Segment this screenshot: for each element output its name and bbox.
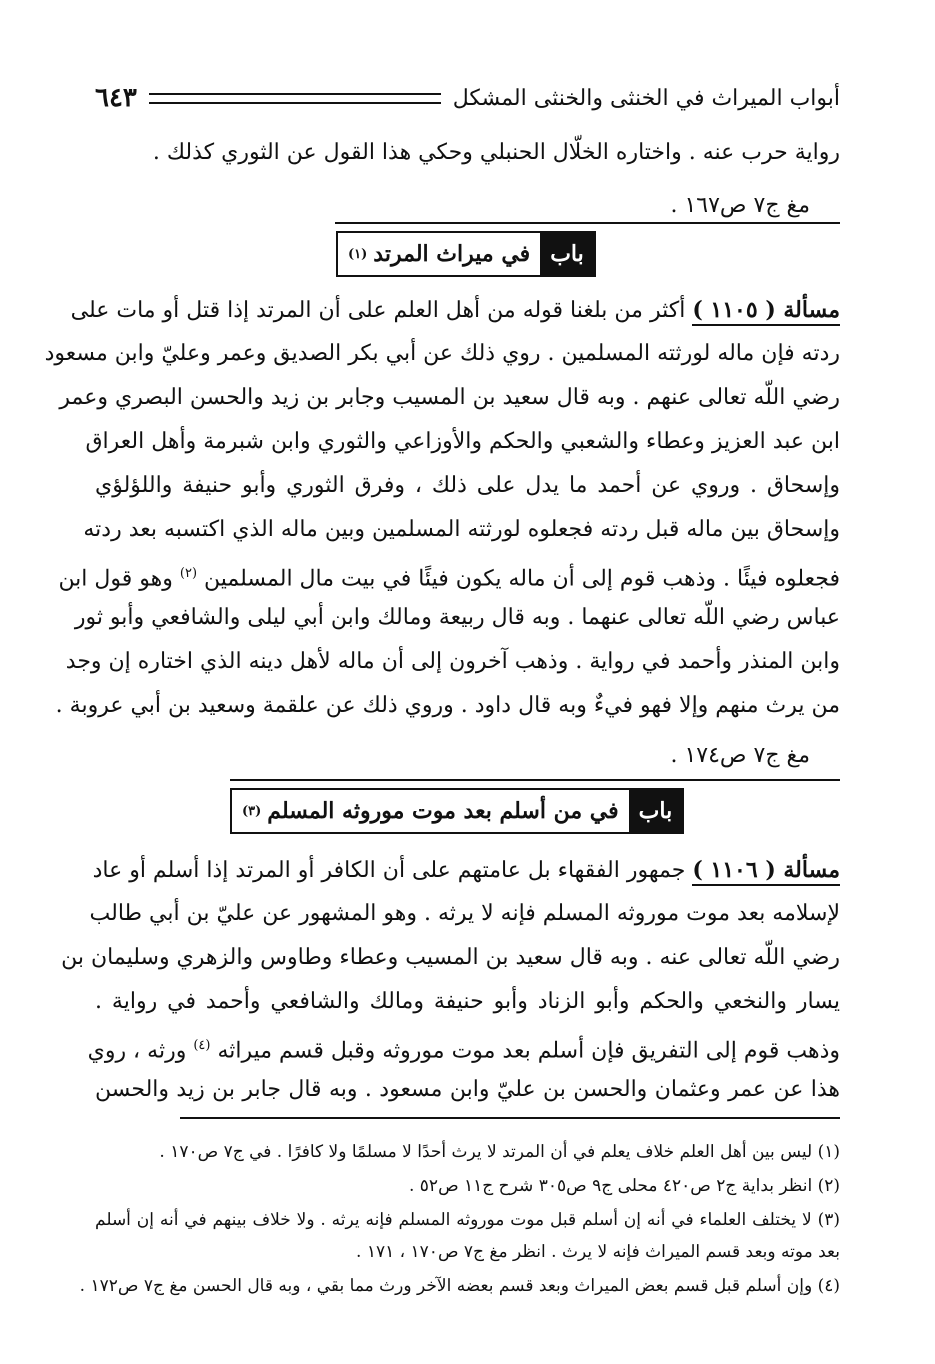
section2-line-5-text-a: وذهب قوم إلى التفريق فإن أسلم بعد موت موروثه وقبل قسم ميراثه: [217, 1038, 840, 1064]
section2-title-note: (٣): [242, 803, 262, 819]
section1-line-9: وابن المنذر وأحمد في رواية . وذهب آخرون إلى أن ماله لأهل دينه الذي اختاره إن وجد: [65, 649, 840, 674]
intro-reference: مغ ج٧ ص١٦٧ .: [670, 193, 810, 218]
section2-heading-box: [230, 788, 684, 834]
section2-line-3: رضي اللّه تعالى عنه . وبه قال سعيد بن المسيب وعطاء وطاوس والزهري وسليمان بن: [61, 945, 840, 970]
section1-bab-label: باب: [540, 233, 594, 275]
section1-line-7-text-a: فجعلوه فيئًا . وذهب قوم إلى أن ماله يكون فيئًا في بيت مال المسلمين: [204, 566, 840, 592]
section1-title-note: (١): [348, 246, 368, 262]
section2-masala-label: مسألة ( ١١٠٦ ): [692, 857, 840, 886]
running-header: [95, 78, 840, 118]
intro-line: رواية حرب عنه . واختاره الخلّال الحنبلي وحكي هذا القول عن الثوري كذلك .: [152, 140, 840, 165]
footnote-1: (١) ليس بين أهل العلم خلاف يعلم في أن المرتد لا يرث أحدًا لا مسلمًا ولا كافرًا . في ج٧ ص١٧٠ .: [159, 1142, 840, 1162]
section1-line-3: رضي اللّه تعالى عنهم . وبه قال سعيد بن المسيب وجابر بن زيد والحسن البصري وعمر: [59, 385, 840, 410]
section1-title-text: في ميراث المرتد: [373, 241, 531, 267]
section1-title: [338, 233, 540, 275]
section2-line-6: هذا عن عمر وعثمان والحسن بن عليّ وابن مسعود . وبه قال جابر بن زيد والحسن: [95, 1077, 840, 1102]
section1-line-1: [70, 295, 840, 326]
page-number: ٦٤٣: [95, 83, 137, 113]
section1-heading-rule: [335, 222, 840, 224]
section1-line-4: ابن عبد العزيز وعطاء والشعبي والحكم والأوزاعي والثوري وابن شبرمة وأهل العراق: [85, 429, 840, 454]
footnote-3: (٣) لا يختلف العلماء في أنه إن أسلم قبل موت موروثه المسلم فإنه يرثه . ولا خلاف بينهم في أنه إن أسلم: [95, 1210, 840, 1230]
section1-line-8: عباس رضي اللّه تعالى عنهما . وبه قال ربيعة ومالك وابن أبي ليلى والشافعي وأبو ثور: [74, 605, 840, 630]
section2-line-2: لإسلامه بعد موت موروثه المسلم فإنه لا يرثه . وهو المشهور عن عليّ بن أبي طالب: [89, 901, 840, 926]
footnote-3-continued: بعد موته وبعد قسم الميراث فإنه لا يرث . انظر مغ ج٧ ص١٧٠ ، ١٧١ .: [356, 1242, 840, 1262]
section1-line-10: من يرث منهم وإلا فهو فيءٌ وبه قال داود . وروي ذلك عن علقمة وسعيد بن أبي عروبة .: [55, 693, 840, 718]
footnote-rule: [180, 1117, 840, 1119]
footnote-4: (٤) وإن أسلم قبل قسم بعض الميراث وبعد قسم بعضه الآخر ورث مما بقي ، وبه قال الحسن مغ ج٧ ص١٧٢ .: [79, 1276, 840, 1296]
section2-title-text: في من أسلم بعد موت موروثه المسلم: [267, 798, 619, 824]
section1-line-6: وإسحاق بين ماله قبل ردته فجعلوه لورثته المسلمين وبين ماله الذي اكتسبه بعد ردته: [83, 517, 840, 542]
section2-line-1: [92, 855, 840, 886]
section2-line-4: يسار والنخعي والحكم وأبو الزناد وأبو حنيفة ومالك والشافعي وأحمد في رواية .: [95, 989, 840, 1014]
running-title: أبواب الميراث في الخنثى والخنثى المشكل: [452, 85, 840, 111]
section2-line-5-text-b: ورثه ، روي: [87, 1038, 187, 1064]
section1-heading-box: [336, 231, 596, 277]
section1-line-7-text-b: وهو قول ابن: [58, 566, 173, 592]
section1-masala-label: مسألة ( ١١٠٥ ): [692, 297, 840, 326]
header-rule: [149, 93, 441, 104]
section2-line-5: [87, 1031, 840, 1066]
section1-line-5: وإسحاق . وروي عن أحمد ما يدل على ذلك ، وفرق الثوري وأبو حنيفة واللؤلؤي: [95, 473, 840, 498]
section1-line-1-text: أكثر من بلغنا قوله من أهل العلم على أن المرتد إذا قتل أو مات على: [70, 298, 686, 323]
section1-reference: مغ ج٧ ص١٧٤ .: [670, 743, 810, 768]
footnote-2: (٢) انظر بداية ج٢ ص٤٢٠ محلى ج٩ ص٣٠٥ شرح ج١١ ص٥٢ .: [408, 1176, 840, 1196]
section1-line-7: [58, 559, 840, 594]
section2-bab-label: باب: [629, 790, 683, 832]
footnote-ref-4: (٤): [193, 1038, 211, 1053]
section2-title: [232, 790, 629, 832]
section2-line-1-text: جمهور الفقهاء بل عامتهم على أن الكافر أو المرتد إذا أسلم أو عاد: [92, 858, 686, 883]
section1-line-2: ردته فإن ماله لورثته المسلمين . روي ذلك عن أبي بكر الصديق وعمر وعليّ وابن مسعود: [44, 341, 840, 366]
footnote-ref-2: (٢): [179, 566, 198, 581]
section2-heading-rule: [230, 779, 840, 781]
